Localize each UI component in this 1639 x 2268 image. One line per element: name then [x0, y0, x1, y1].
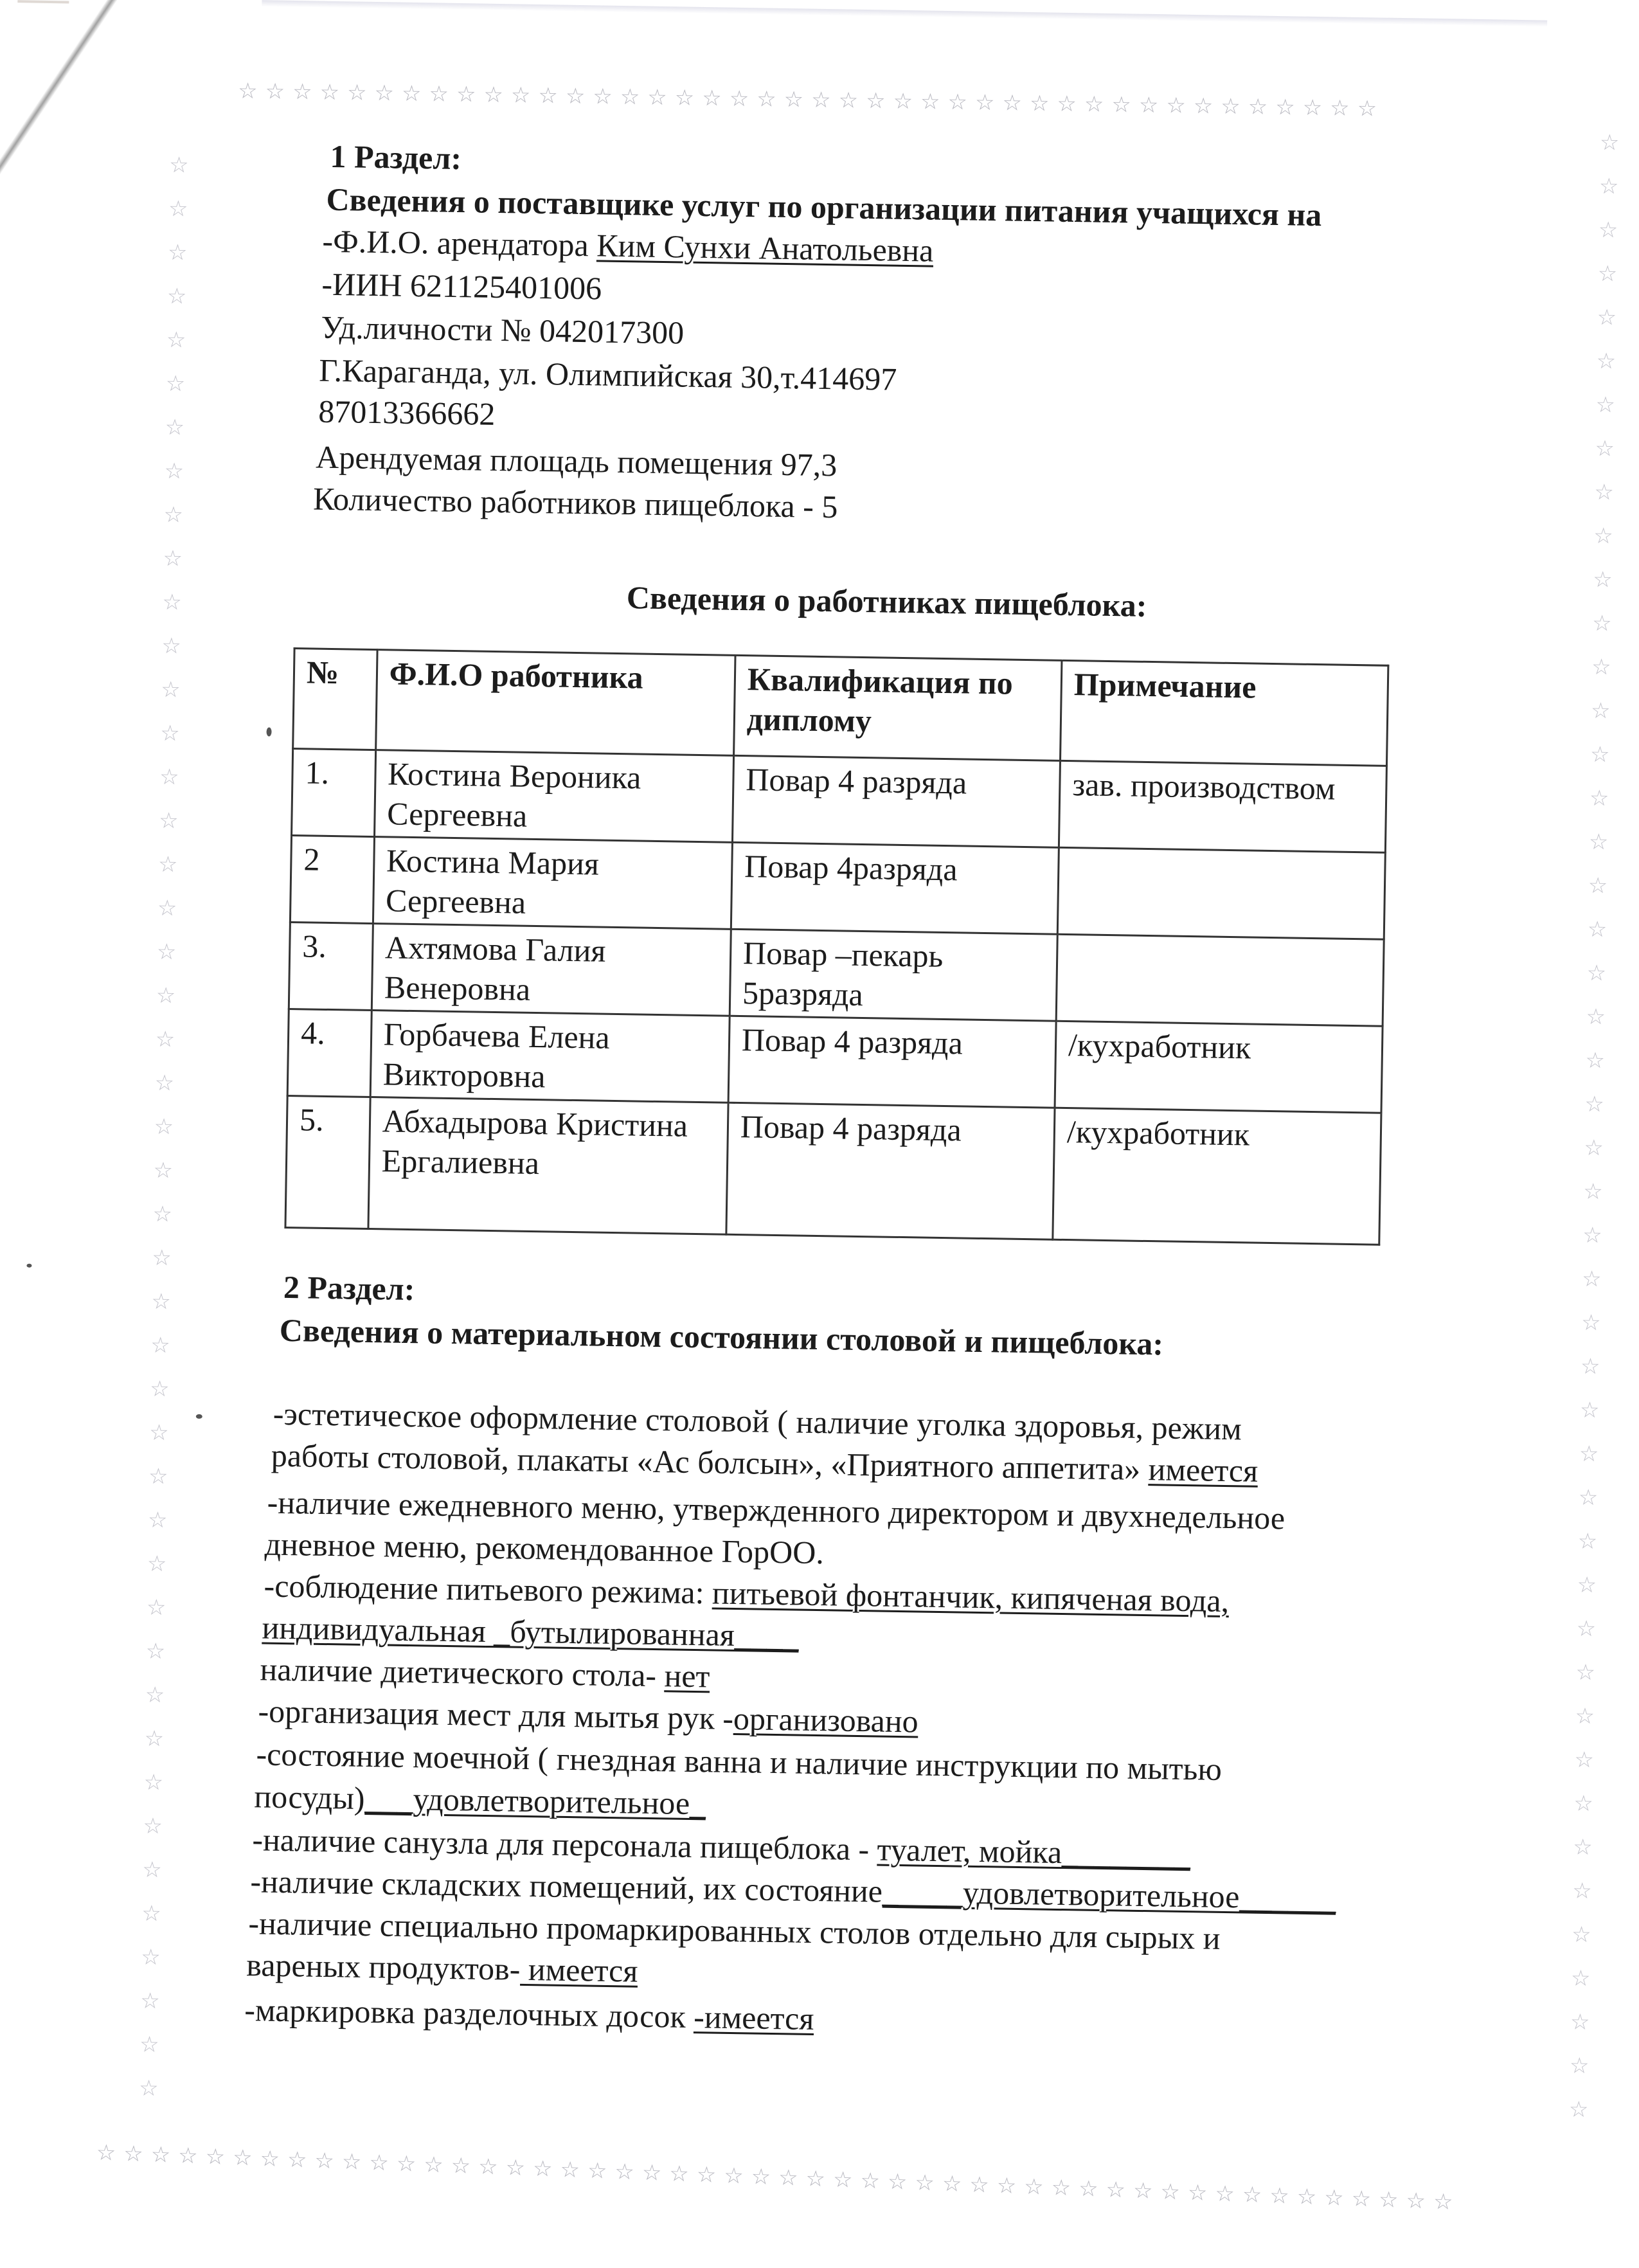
table-row [290, 836, 1385, 940]
staff-table-header [293, 649, 1388, 766]
staff-table-title: Сведения о работниках пищеблока: [626, 579, 1147, 624]
cell-name: Абхадырова Кристина Ергалиевна [368, 1097, 728, 1235]
cell-qualification: Повар –пекарь 5разряда [730, 929, 1057, 1021]
item-drinking-answer: питьевой фонтанчик, кипяченая вода, [712, 1574, 1230, 1619]
item-boards-answer: -имеется [693, 1999, 814, 2037]
tenant-line [322, 222, 934, 270]
col-header-note: Примечание [1061, 660, 1388, 766]
item-menu-line2: дневное меню, рекомендованное ГорОО. [264, 1526, 825, 1571]
scan-artifact [17, 0, 69, 3]
item-storage-answer: _____удовлетворительное______ [882, 1873, 1336, 1916]
item-tables-line1: -наличие специально промаркированных столов отдельно для сырых и [248, 1905, 1221, 1956]
item-handwash [258, 1691, 918, 1740]
cell-name: Костина Вероника Сергеевна [374, 750, 733, 843]
item-handwash-answer: организовано [733, 1700, 919, 1740]
table-row [285, 1095, 1381, 1245]
item-diet-table [260, 1650, 710, 1695]
item-menu-line1: -наличие ежедневного меню, утвержденного директором и двухнедельное [267, 1484, 1285, 1536]
item-drinking-answer-2: индивидуальная [262, 1609, 487, 1649]
item-drinking-line2 [262, 1608, 799, 1655]
item-tables-text: вареных продуктов- [246, 1947, 521, 1987]
item-washroom-text: посуды) [254, 1778, 366, 1817]
tenant-label: -Ф.И.О. арендатора [322, 222, 597, 264]
cell-number: 3. [289, 923, 373, 1011]
star-border-left-icon: ☆☆☆☆☆☆☆☆☆☆☆☆☆☆☆☆☆☆☆☆☆☆☆☆☆☆☆☆☆☆☆☆☆☆☆☆☆☆☆☆☆☆☆☆☆ [138, 153, 189, 2102]
item-boards [244, 1990, 814, 2038]
item-handwash-label: -организация мест для мытья рук - [258, 1693, 734, 1737]
cell-name: Костина Мария Сергеевна [373, 837, 732, 930]
cell-qualification: Повар 4 разряда [732, 755, 1060, 847]
section2-title: Сведения о материальном состоянии столовой и пищеблока: [279, 1311, 1164, 1362]
cell-name: Горбачева Елена Викторовна [370, 1011, 730, 1103]
cell-number: 5. [285, 1095, 370, 1228]
cell-qualification: Повар 4 разряда [728, 1016, 1056, 1108]
item-washroom-line1: -состояние моечной ( гнездная ванна и наличие инструкции по мытью [256, 1736, 1223, 1787]
col-header-number: № [293, 649, 377, 750]
cell-note: /кухработник [1055, 1021, 1383, 1113]
staff-table [284, 647, 1389, 1246]
item-aesthetic-text: работы столовой, плакаты «Ас болсын», «Приятного аппетита» [271, 1437, 1149, 1488]
item-washroom-line2 [254, 1777, 706, 1823]
cell-number: 1. [292, 749, 376, 837]
cell-note: /кухработник [1053, 1108, 1381, 1245]
cell-note [1057, 847, 1385, 939]
address: Г.Караганда, ул. Олимпийская 30,т.414697 [318, 352, 897, 397]
item-diet-answer: нет [664, 1657, 710, 1695]
id-card-number: Уд.личности № 042017300 [321, 309, 685, 351]
item-aesthetic-line1: -эстетическое оформление столовой ( наличие уголка здоровья, режим [273, 1395, 1242, 1447]
section1-heading: 1 Раздел: [330, 138, 462, 177]
cell-number: 2 [290, 836, 374, 924]
table-row [287, 1009, 1383, 1113]
star-border-right-icon: ☆☆☆☆☆☆☆☆☆☆☆☆☆☆☆☆☆☆☆☆☆☆☆☆☆☆☆☆☆☆☆☆☆☆☆☆☆☆☆☆☆☆☆☆☆☆ [1568, 130, 1620, 2122]
phone: 87013366662 [318, 393, 496, 432]
page-fold-shadow [0, 0, 121, 229]
section1-title: Сведения о поставщике услуг по организации питания учащихся на [326, 181, 1322, 233]
col-header-name: Ф.И.О работника [375, 650, 735, 756]
cell-qualification: Повар 4разряда [731, 842, 1059, 934]
star-border-bottom-icon: ☆☆☆☆☆☆☆☆☆☆☆☆☆☆☆☆☆☆☆☆☆☆☆☆☆☆☆☆☆☆☆☆☆☆☆☆☆☆☆☆☆☆☆☆☆☆☆☆☆☆ [96, 2141, 1462, 2215]
item-washroom-answer: ___удовлетворительное_ [364, 1780, 706, 1822]
iin: -ИИН 621125401006 [321, 266, 602, 307]
item-restroom-answer: туалет, мойка________ [877, 1831, 1191, 1873]
cell-note [1056, 934, 1384, 1026]
item-tables-answer: имеется [519, 1950, 638, 1989]
item-boards-label: -маркировка разделочных досок [244, 1992, 694, 2035]
star-border-top-icon: ☆☆☆☆☆☆☆☆☆☆☆☆☆☆☆☆☆☆☆☆☆☆☆☆☆☆☆☆☆☆☆☆☆☆☆☆☆☆☆☆☆☆ [237, 79, 1385, 122]
item-diet-label: наличие диетического стола- [260, 1651, 665, 1694]
table-row [289, 923, 1384, 1027]
col-header-qualification: Квалификация по диплому [733, 655, 1062, 760]
item-tables-line2 [246, 1945, 638, 1990]
cell-name: Ахтямова Галия Венеровна [372, 924, 731, 1016]
cell-qualification: Повар 4 разряда [726, 1102, 1055, 1239]
scan-speck [26, 1264, 31, 1268]
cell-note: зав. производством [1059, 760, 1386, 852]
item-drinking-answer-3: _бутылированная____ [485, 1612, 800, 1654]
item-aesthetic-answer: имеется [1148, 1451, 1258, 1489]
item-drinking-label: -соблюдение питьевого режима: [264, 1567, 713, 1611]
scan-edge-shadow [262, 0, 1547, 26]
rented-area: Арендуемая площадь помещения 97,3 [315, 438, 837, 483]
scan-speck [266, 727, 271, 736]
tenant-name: Ким Сунхи Анатольевна [596, 227, 934, 269]
staff-count: Количество работников пищеблока - 5 [312, 480, 838, 525]
item-restroom-label: -наличие санузла для персонала пищеблока - [252, 1821, 878, 1868]
cell-number: 4. [287, 1009, 372, 1097]
table-row [292, 749, 1387, 853]
item-storage-label: -наличие складских помещений, их состояние [250, 1863, 883, 1909]
scan-speck [196, 1414, 202, 1419]
section2-heading: 2 Раздел: [283, 1268, 415, 1308]
